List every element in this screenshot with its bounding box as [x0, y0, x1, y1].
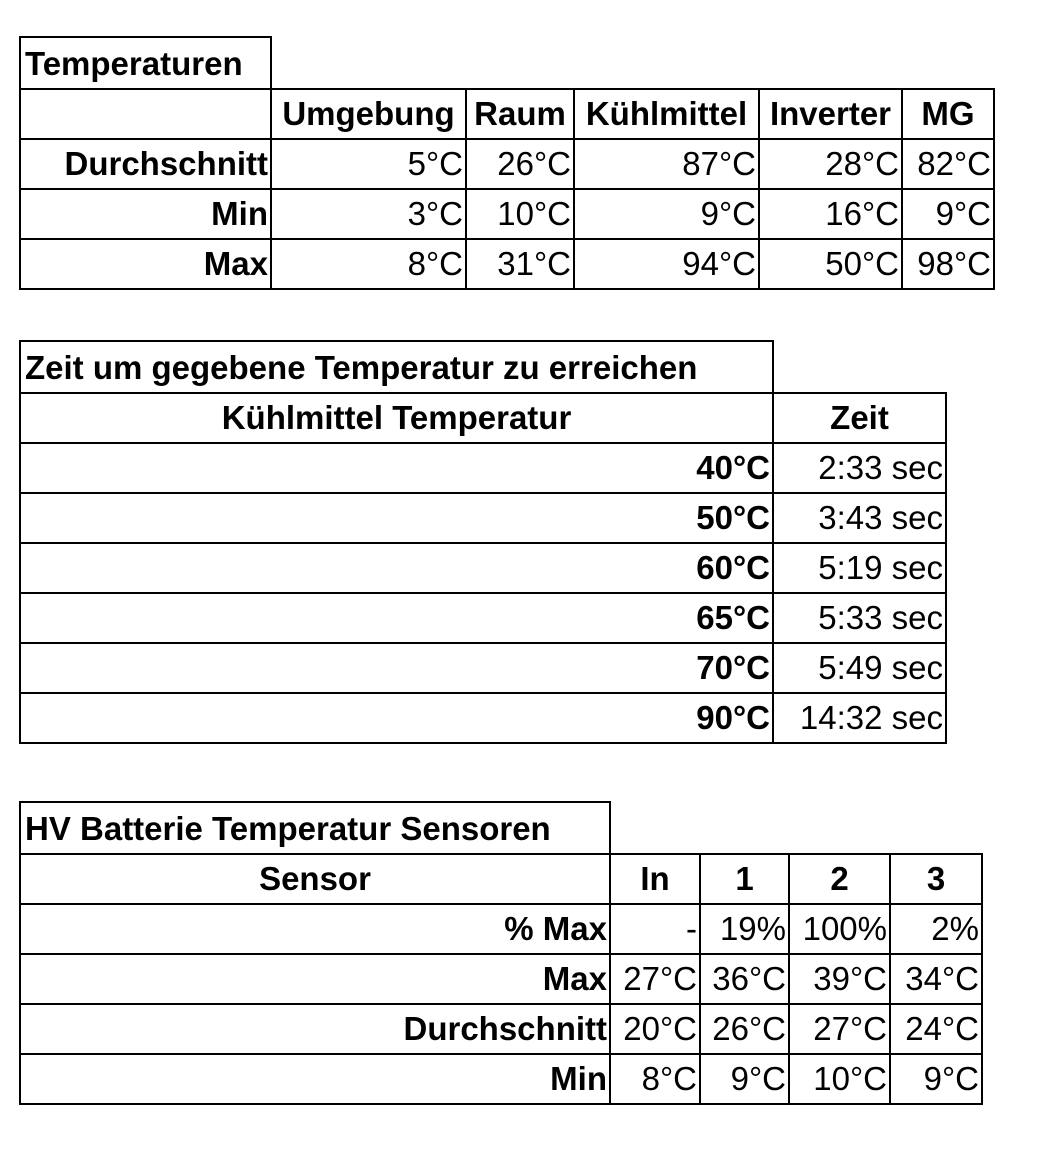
table-row [20, 493, 946, 543]
table-row [20, 543, 946, 593]
temperatures-title: Temperaturen [19, 36, 272, 88]
table-cell: 34°C [890, 954, 982, 1004]
table-cell: 27°C [610, 954, 700, 1004]
column-header: Inverter [759, 89, 902, 139]
table-cell: 36°C [700, 954, 789, 1004]
row-label: Min [20, 1054, 610, 1104]
hv-battery-sensors-table [19, 853, 983, 1105]
table-cell: 10°C [789, 1054, 890, 1104]
table-row [20, 189, 994, 239]
table-cell: 9°C [574, 189, 759, 239]
column-header: 3 [890, 854, 982, 904]
row-label: % Max [20, 904, 610, 954]
table-cell: 2% [890, 904, 982, 954]
table-cell: 8°C [271, 239, 466, 289]
table-cell: 10°C [466, 189, 574, 239]
row-label: Max [20, 239, 271, 289]
table-cell: 9°C [700, 1054, 789, 1104]
time-cell: 3:43 sec [773, 493, 946, 543]
time-cell: 2:33 sec [773, 443, 946, 493]
temperatures-table [19, 88, 995, 290]
time-cell: 5:49 sec [773, 643, 946, 693]
table-cell: 87°C [574, 139, 759, 189]
table-header-row [20, 854, 982, 904]
table-cell: 20°C [610, 1004, 700, 1054]
table-cell: 8°C [610, 1054, 700, 1104]
column-header: MG [902, 89, 994, 139]
time-cell: 5:33 sec [773, 593, 946, 643]
table-cell: 19% [700, 904, 789, 954]
table-cell: 28°C [759, 139, 902, 189]
table-cell: 100% [789, 904, 890, 954]
temperature-cell: 65°C [20, 593, 773, 643]
row-label: Durchschnitt [20, 139, 271, 189]
table-cell: 82°C [902, 139, 994, 189]
time-to-temperature-table [19, 392, 947, 744]
table-cell: 9°C [890, 1054, 982, 1104]
table-row [20, 593, 946, 643]
column-header: Umgebung [271, 89, 466, 139]
table-cell: 31°C [466, 239, 574, 289]
table-cell: - [610, 904, 700, 954]
table-row [20, 1054, 982, 1104]
empty-header-cell [20, 89, 271, 139]
table-header-row [20, 393, 946, 443]
hv-battery-sensors-title: HV Batterie Temperatur Sensoren [19, 801, 611, 853]
row-label: Durchschnitt [20, 1004, 610, 1054]
table-row [20, 139, 994, 189]
table-row [20, 1004, 982, 1054]
table-header-row [20, 89, 994, 139]
table-cell: 39°C [789, 954, 890, 1004]
temperature-cell: 40°C [20, 443, 773, 493]
table-cell: 26°C [700, 1004, 789, 1054]
table-cell: 3°C [271, 189, 466, 239]
table-row [20, 954, 982, 1004]
column-header: 2 [789, 854, 890, 904]
table-row [20, 443, 946, 493]
time-cell: 14:32 sec [773, 693, 946, 743]
column-header: In [610, 854, 700, 904]
table-cell: 9°C [902, 189, 994, 239]
table-cell: 94°C [574, 239, 759, 289]
table-row [20, 693, 946, 743]
table-row [20, 239, 994, 289]
table-cell: 5°C [271, 139, 466, 189]
time-to-temperature-title: Zeit um gegebene Temperatur zu erreichen [19, 340, 774, 392]
row-label: Max [20, 954, 610, 1004]
table-cell: 26°C [466, 139, 574, 189]
temperature-cell: 90°C [20, 693, 773, 743]
temperature-cell: 60°C [20, 543, 773, 593]
column-header: Zeit [773, 393, 946, 443]
table-cell: 27°C [789, 1004, 890, 1054]
table-row [20, 904, 982, 954]
column-header: Kühlmittel Temperatur [20, 393, 773, 443]
table-cell: 98°C [902, 239, 994, 289]
column-header: 1 [700, 854, 789, 904]
time-cell: 5:19 sec [773, 543, 946, 593]
table-row [20, 643, 946, 693]
column-header: Raum [466, 89, 574, 139]
row-label: Min [20, 189, 271, 239]
column-header: Sensor [20, 854, 610, 904]
temperature-cell: 70°C [20, 643, 773, 693]
temperature-cell: 50°C [20, 493, 773, 543]
table-cell: 24°C [890, 1004, 982, 1054]
table-cell: 16°C [759, 189, 902, 239]
table-cell: 50°C [759, 239, 902, 289]
column-header: Kühlmittel [574, 89, 759, 139]
